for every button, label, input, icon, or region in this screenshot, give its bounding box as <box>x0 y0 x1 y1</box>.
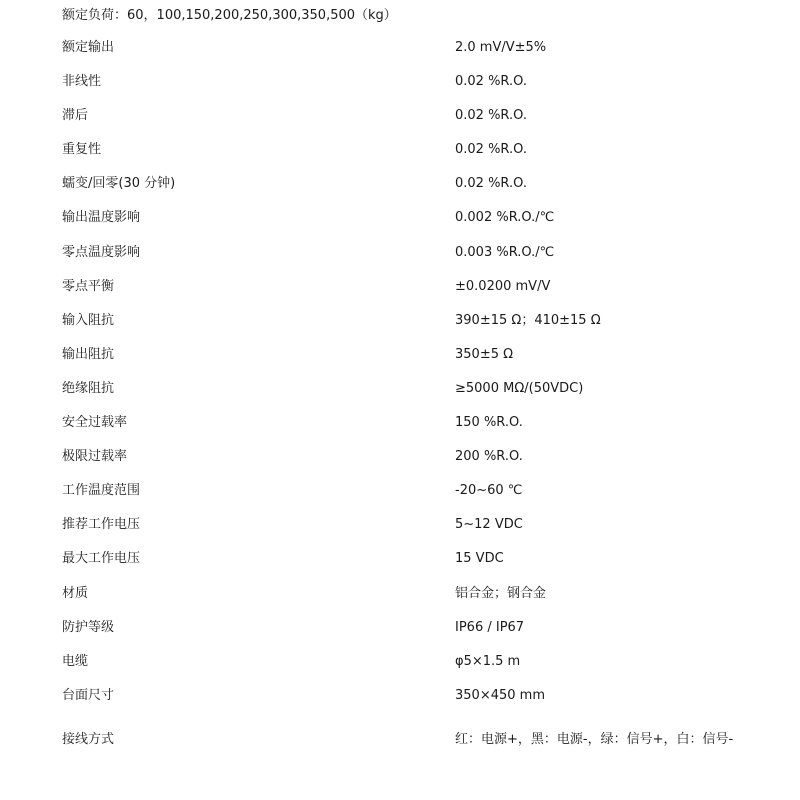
spec-label: 输入阻抗 <box>62 312 115 328</box>
spec-row <box>0 243 800 277</box>
rated-load-line: 额定负荷：60，100,150,200,250,300,350,500（kg） <box>62 8 397 23</box>
spec-row <box>0 140 800 174</box>
spec-label: 蠕变/回零(30 分钟) <box>62 176 176 192</box>
spec-label: 台面尺寸 <box>62 687 115 703</box>
spec-label: 零点平衡 <box>62 278 115 294</box>
spec-value: 红：电源+，黑：电源-，绿：信号+，白：信号- <box>455 731 734 747</box>
spec-label: 极限过载率 <box>62 449 128 465</box>
spec-table <box>0 38 800 764</box>
spec-row <box>0 413 800 447</box>
spec-value: 2.0 mV/V±5% <box>455 40 547 55</box>
spec-value: ≥5000 MΩ/(50VDC) <box>455 380 584 396</box>
spec-row <box>0 730 800 764</box>
spec-value: ±0.0200 mV/V <box>455 278 551 294</box>
spec-row <box>0 618 800 652</box>
spec-row <box>0 549 800 583</box>
spec-label: 推荐工作电压 <box>62 517 141 533</box>
spec-label: 额定输出 <box>62 40 115 55</box>
spec-value: 0.02 %R.O. <box>455 74 527 90</box>
spec-label: 最大工作电压 <box>62 551 141 567</box>
spec-label: 零点温度影响 <box>62 244 141 260</box>
spec-value: 200 %R.O. <box>455 449 523 465</box>
spec-label: 绝缘阻抗 <box>62 380 115 396</box>
spec-row <box>0 686 800 720</box>
spec-value: 0.003 %R.O./℃ <box>455 244 555 260</box>
spec-label: 输出温度影响 <box>62 210 141 226</box>
spec-value: 5~12 VDC <box>455 517 523 533</box>
spec-label: 重复性 <box>62 142 102 158</box>
spec-row <box>0 72 800 106</box>
spec-value: 0.02 %R.O. <box>455 108 527 124</box>
spec-value: -20~60 ℃ <box>455 483 523 499</box>
spec-row <box>0 174 800 208</box>
spec-row <box>0 447 800 481</box>
spec-row <box>0 652 800 686</box>
spec-row <box>0 481 800 515</box>
spec-label: 滞后 <box>62 108 89 124</box>
spec-row <box>0 311 800 345</box>
spec-label: 工作温度范围 <box>62 483 141 499</box>
spec-value: φ5×1.5 m <box>455 653 521 669</box>
spec-row <box>0 208 800 242</box>
spec-value: IP66 / IP67 <box>455 619 525 635</box>
spec-row <box>0 345 800 379</box>
spec-value: 390±15 Ω；410±15 Ω <box>455 312 601 328</box>
spec-label: 非线性 <box>62 74 102 90</box>
spec-value: 0.002 %R.O./℃ <box>455 210 555 226</box>
spec-row <box>0 106 800 140</box>
spec-row <box>0 515 800 549</box>
spec-value: 350±5 Ω <box>455 346 514 362</box>
spec-row <box>0 38 800 72</box>
spec-label: 电缆 <box>62 653 89 669</box>
spec-value: 铝合金；钢合金 <box>455 585 547 601</box>
spec-label: 防护等级 <box>62 619 115 635</box>
spec-row <box>0 584 800 618</box>
spec-value: 0.02 %R.O. <box>455 142 527 158</box>
spec-row <box>0 379 800 413</box>
spec-value: 15 VDC <box>455 551 504 567</box>
spec-label: 输出阻抗 <box>62 346 115 362</box>
spec-label: 安全过载率 <box>62 415 128 431</box>
spec-row <box>0 277 800 311</box>
spec-label: 材质 <box>62 585 89 601</box>
spec-value: 150 %R.O. <box>455 415 523 431</box>
spec-value: 0.02 %R.O. <box>455 176 527 192</box>
spec-label: 接线方式 <box>62 731 115 747</box>
spec-value: 350×450 mm <box>455 687 545 703</box>
